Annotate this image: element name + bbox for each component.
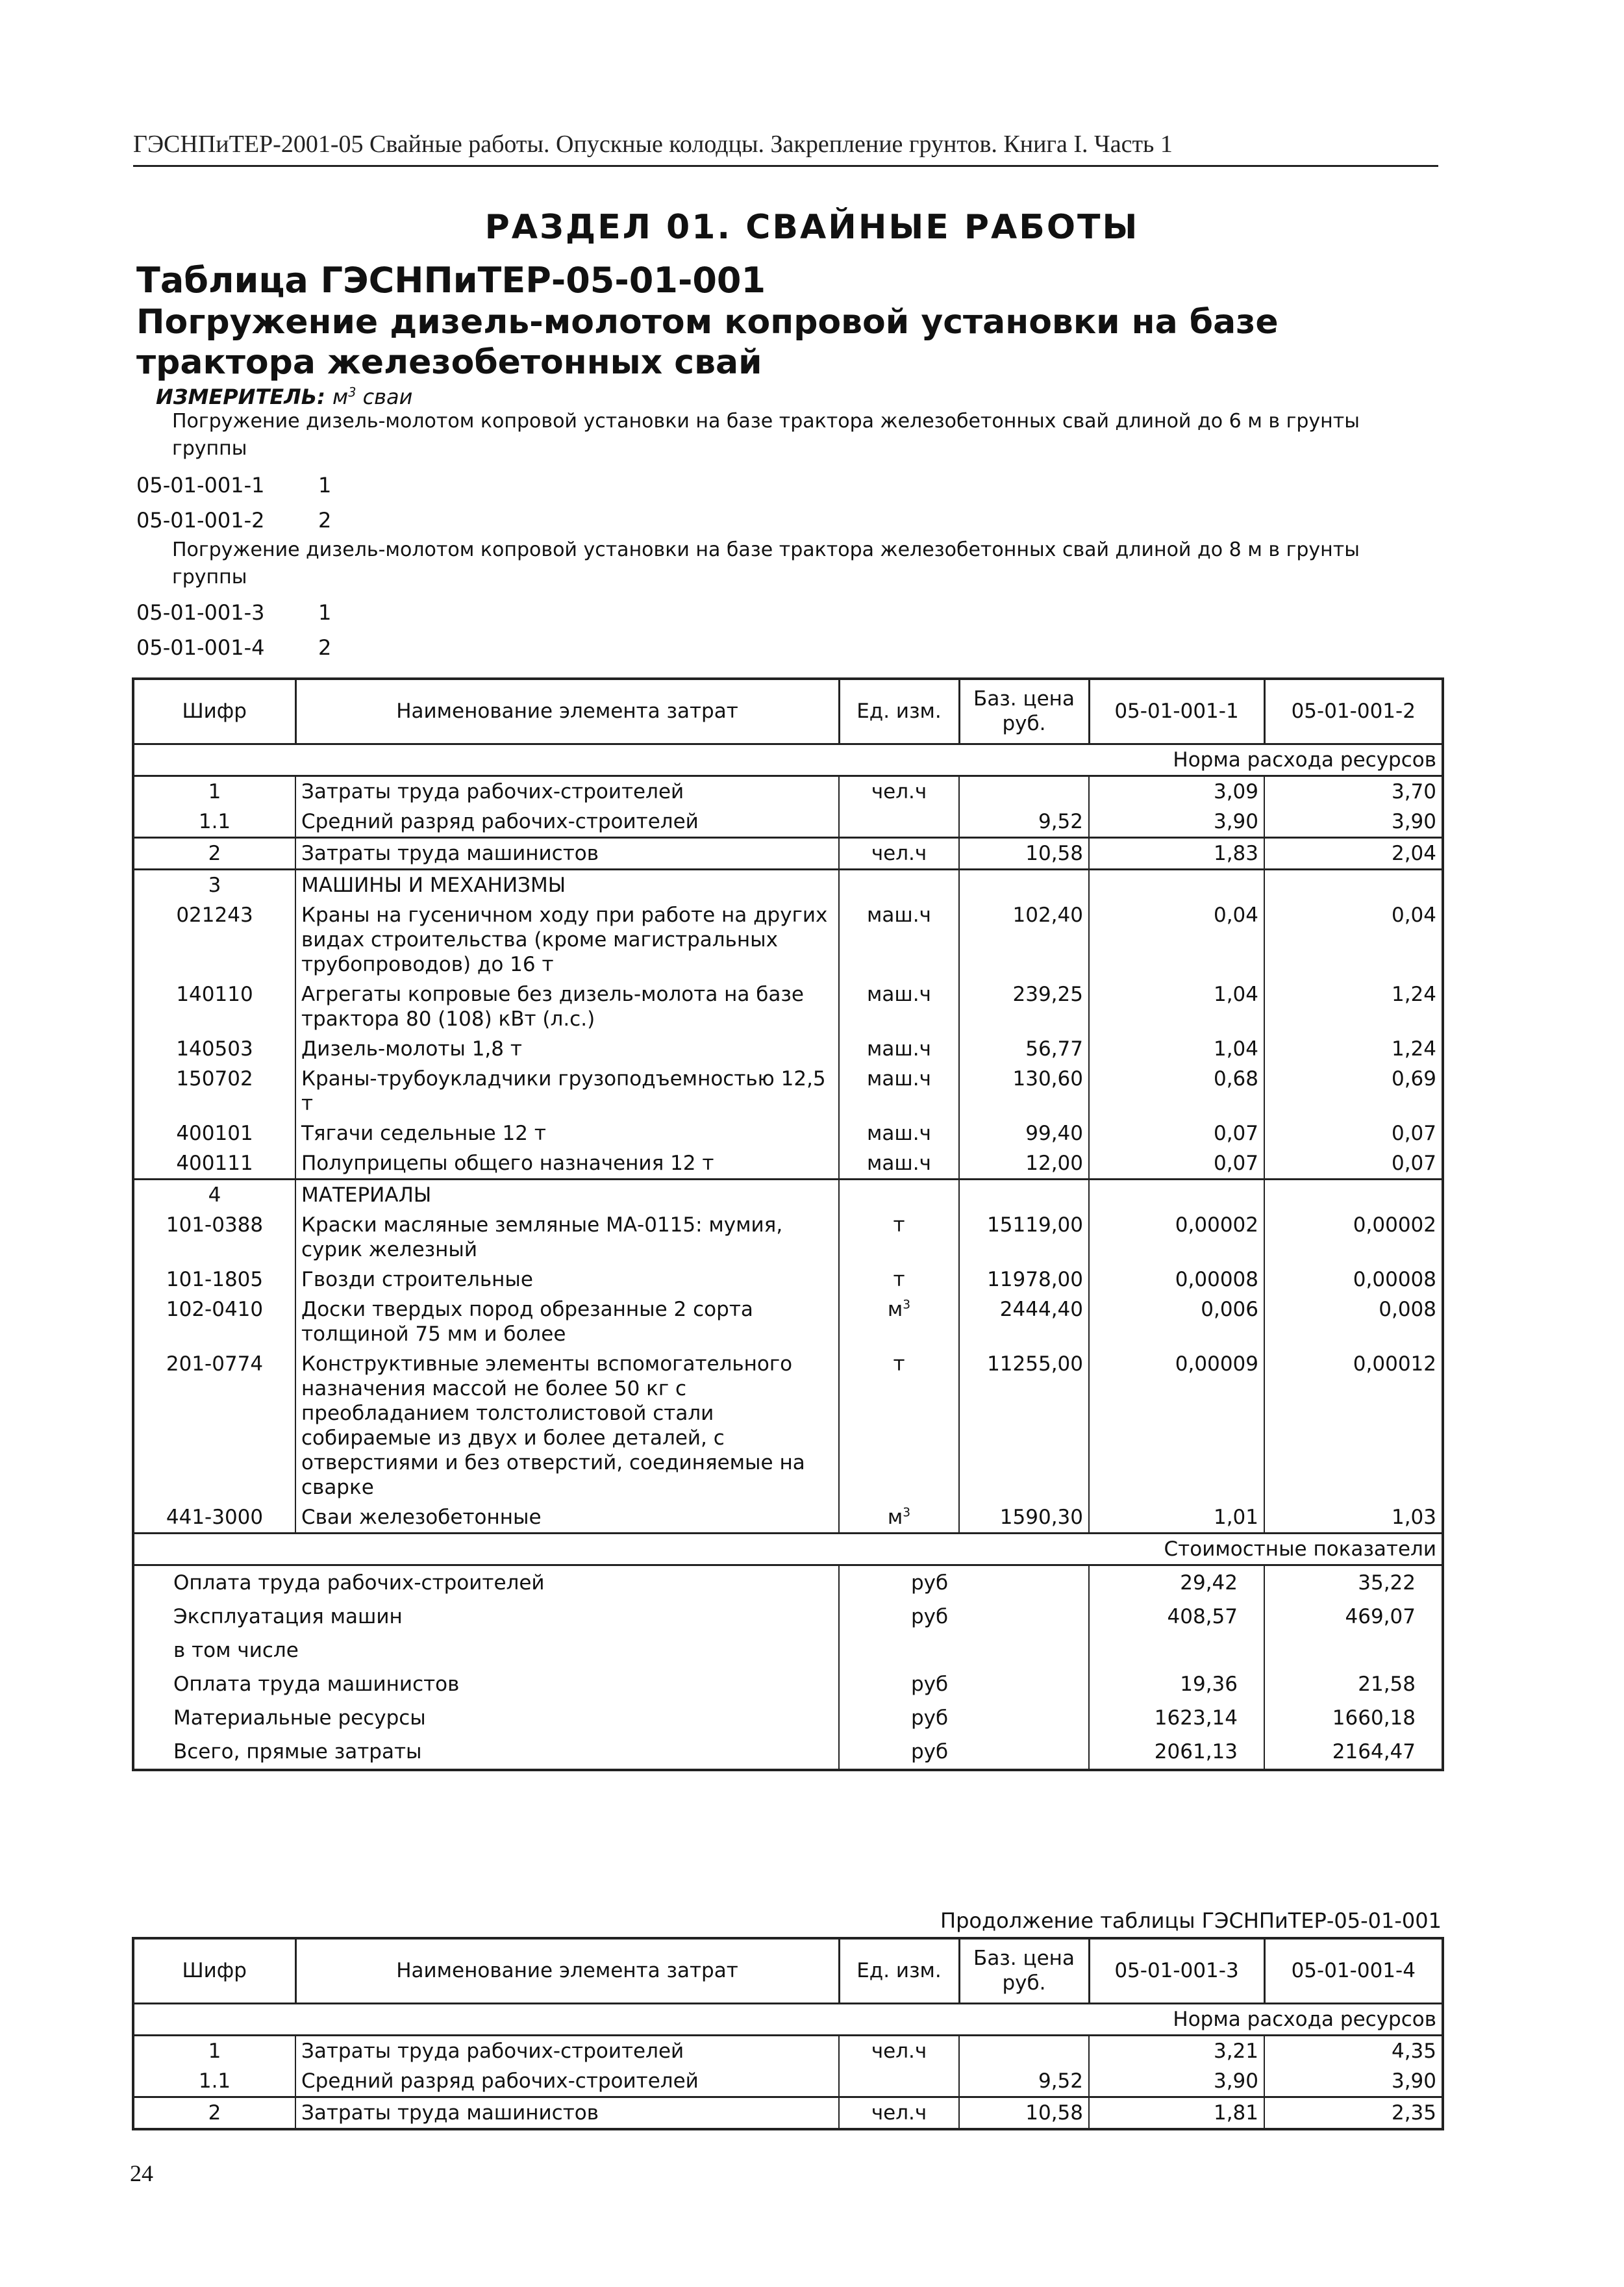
- cost-row: Эксплуатация машин руб 408,57 469,07: [133, 1600, 1443, 1634]
- group-code-row: 05-01-001-1 1: [136, 473, 332, 498]
- measure-unit: $м^3$ сваи: [332, 385, 413, 409]
- col-header-3: 05-01-001-3: [1089, 1938, 1264, 2003]
- cost-row: Материальные ресурсы руб 1623,14 1660,18: [133, 1701, 1443, 1735]
- cost-row: Оплата труда рабочих-строителей руб 29,42 35,22: [133, 1565, 1443, 1600]
- table-row: 2 Затраты труда машинистов чел.ч 10,58 1,83 2,04: [133, 837, 1443, 869]
- col-header-4: 05-01-001-4: [1264, 1938, 1443, 2003]
- table-row: 101-0388 Краски масляные земляные МА-0115: мумия, сурик железный т 15119,00 0,00002 0,00002: [133, 1210, 1443, 1265]
- page-number: 24: [130, 2160, 153, 2186]
- table-row: 441-3000 Сваи железобетонные $м^3$ 1590,30 1,01 1,03: [133, 1502, 1443, 1534]
- continuation-caption: Продолжение таблицы ГЭСНПиТЕР-05-01-001: [940, 1908, 1442, 1933]
- group-code-row: 05-01-001-3 1: [136, 600, 332, 625]
- measure-line: [156, 385, 412, 409]
- table-row: 150702 Краны-трубоукладчики грузоподъемностью 12,5 т маш.ч 130,60 0,68 0,69: [133, 1064, 1443, 1118]
- col-header-price: Баз. цена руб.: [959, 679, 1089, 744]
- table-row-group-materials: 4 МАТЕРИАЛЫ: [133, 1179, 1443, 1210]
- col-header-unit: Ед. изм.: [839, 1938, 959, 2003]
- group-description-2: Погружение дизель-молотом копровой установки на базе трактора железобетонных свай длиной до 8 м в грунты группы: [172, 538, 1360, 588]
- col-header-2: 05-01-001-2: [1264, 679, 1443, 744]
- table-header-row: [133, 679, 1443, 744]
- table-row: 140503 Дизель-молоты 1,8 т маш.ч 56,77 1,04 1,24: [133, 1034, 1443, 1064]
- norm-table: [132, 677, 1444, 1771]
- cost-subheader-row: Стоимостные показатели: [133, 1533, 1443, 1565]
- group-description-1: Погружение дизель-молотом копровой установки на базе трактора железобетонных свай длиной до 6 м в грунты группы: [172, 410, 1360, 460]
- norm-subheader-row: Норма расхода ресурсов: [133, 744, 1443, 776]
- col-header-code: Шифр: [133, 679, 295, 744]
- table-title: Таблица ГЭСНПиТЕР-05-01-001: [136, 260, 766, 301]
- running-header: ГЭСНПиТЕР-2001-05 Свайные работы. Опускные колодцы. Закрепление грунтов. Книга I. Часть 1: [133, 130, 1438, 167]
- col-header-price: Баз. цена руб.: [959, 1938, 1089, 2003]
- table-description: Погружение дизель-молотом копровой установки на базе трактора железобетонных свай: [136, 303, 1279, 382]
- col-header-name: Наименование элемента затрат: [295, 679, 839, 744]
- cost-row: Оплата труда машинистов руб 19,36 21,58: [133, 1667, 1443, 1701]
- table-row: 021243 Краны на гусеничном ходу при работе на других видах строительства (кроме магистральных трубопроводов) до 16 т маш.ч 102,40 0,04 0,04: [133, 900, 1443, 979]
- table-row: 140110 Агрегаты копровые без дизель-молота на базе трактора 80 (108) кВт (л.с.) маш.ч 239,25 1,04 1,24: [133, 979, 1443, 1034]
- table-row: 1 Затраты труда рабочих-строителей чел.ч 3,21 4,35: [133, 2035, 1443, 2066]
- group-code-row: 05-01-001-2 2: [136, 508, 332, 533]
- continuation-table: [132, 1937, 1444, 2130]
- cost-row: Всего, прямые затраты руб 2061,13 2164,47: [133, 1735, 1443, 1770]
- norm-subheader-row: Норма расхода ресурсов: [133, 2003, 1443, 2035]
- section-title: РАЗДЕЛ 01. СВАЙНЫЕ РАБОТЫ: [484, 208, 1140, 247]
- group-code-row: 05-01-001-4 2: [136, 635, 332, 660]
- cost-row: в том числе: [133, 1634, 1443, 1667]
- col-header-unit: Ед. изм.: [839, 679, 959, 744]
- table-row: 201-0774 Конструктивные элементы вспомогательного назначения массой не более 50 кг с преобладанием толстолистовой стали собираемые из двух и более деталей, с отверстиями и без отверстий, соединяемые на сварке т 11255,00 0,00009 0,00012: [133, 1349, 1443, 1502]
- table-row: 101-1805 Гвозди строительные т 11978,00 0,00008 0,00008: [133, 1265, 1443, 1295]
- table-row: 2 Затраты труда машинистов чел.ч 10,58 1,81 2,35: [133, 2097, 1443, 2129]
- table-row: 1 Затраты труда рабочих-строителей чел.ч 3,09 3,70: [133, 776, 1443, 807]
- table-header-row: [133, 1938, 1443, 2003]
- table-row: 1.1 Средний разряд рабочих-строителей 9,52 3,90 3,90: [133, 807, 1443, 838]
- col-header-1: 05-01-001-1: [1089, 679, 1264, 744]
- measure-label: ИЗМЕРИТЕЛЬ:: [156, 385, 325, 409]
- col-header-code: Шифр: [133, 1938, 295, 2003]
- col-header-name: Наименование элемента затрат: [295, 1938, 839, 2003]
- table-row: 1.1 Средний разряд рабочих-строителей 9,52 3,90 3,90: [133, 2066, 1443, 2097]
- table-row-group-machines: 3 МАШИНЫ И МЕХАНИЗМЫ: [133, 869, 1443, 900]
- table-row: 400101 Тягачи седельные 12 т маш.ч 99,40 0,07 0,07: [133, 1118, 1443, 1148]
- table-row: 400111 Полуприцепы общего назначения 12 т маш.ч 12,00 0,07 0,07: [133, 1148, 1443, 1180]
- table-row: 102-0410 Доски твердых пород обрезанные 2 сорта толщиной 75 мм и более $м^3$ 2444,40 0,006 0,008: [133, 1295, 1443, 1349]
